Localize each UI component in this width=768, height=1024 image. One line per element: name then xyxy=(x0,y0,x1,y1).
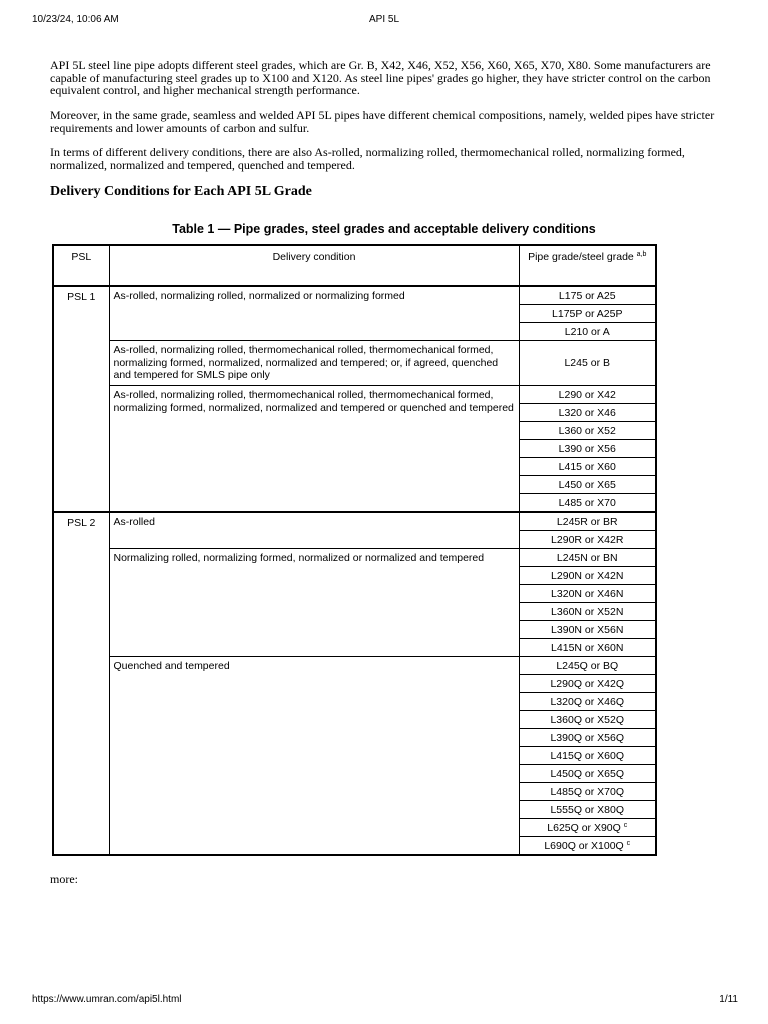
psl2-cell: PSL 2 xyxy=(53,512,109,855)
grade-cell: L390Q or X56Q xyxy=(519,729,656,747)
condition-cell: Quenched and tempered xyxy=(109,657,519,856)
grade-cell: L320 or X46 xyxy=(519,404,656,422)
more-label: more: xyxy=(50,872,78,886)
grade-cell: L175P or A25P xyxy=(519,305,656,323)
grade-cell: L485 or X70 xyxy=(519,494,656,513)
grade-cell: L245R or BR xyxy=(519,512,656,531)
section-title: Delivery Conditions for Each API 5L Grade xyxy=(50,184,312,199)
grade-cell: L175 or A25 xyxy=(519,286,656,305)
table-row xyxy=(53,386,656,404)
grade-cell: L415 or X60 xyxy=(519,458,656,476)
grade-cell: L245Q or BQ xyxy=(519,657,656,675)
grade-cell: L290Q or X42Q xyxy=(519,675,656,693)
grade-cell: L245N or BN xyxy=(519,549,656,567)
header-grade-label: Pipe grade/steel grade xyxy=(528,251,634,263)
table-row xyxy=(53,512,656,531)
grade-cell: L390 or X56 xyxy=(519,440,656,458)
header-psl: PSL xyxy=(53,245,109,286)
table-row xyxy=(53,341,656,386)
grade-label: L625Q or X90Q xyxy=(547,821,621,834)
grade-cell: L290 or X42 xyxy=(519,386,656,404)
print-title: API 5L xyxy=(368,14,400,25)
header-grade-note: a,b xyxy=(636,251,647,258)
grade-cell: L360Q or X52Q xyxy=(519,711,656,729)
grade-cell: L360N or X52N xyxy=(519,603,656,621)
grade-cell xyxy=(519,837,656,856)
header-condition: Delivery condition xyxy=(109,245,519,286)
grade-cell: L415Q or X60Q xyxy=(519,747,656,765)
condition-cell: As-rolled, normalizing rolled, thermomechanical rolled, thermomechanical formed, normalizing formed, normalized, normalized and tempered or quenched and tempered xyxy=(109,386,519,513)
footnote-c: c xyxy=(623,821,628,829)
grade-cell: L555Q or X80Q xyxy=(519,801,656,819)
grade-cell: L210 or A xyxy=(519,323,656,341)
print-datetime: 10/23/24, 10:06 AM xyxy=(32,14,119,25)
grade-cell: L415N or X60N xyxy=(519,639,656,657)
header-grade xyxy=(519,245,656,286)
grade-cell: L290R or X42R xyxy=(519,531,656,549)
footnote-c: c xyxy=(626,839,631,847)
condition-cell: As-rolled, normalizing rolled, thermomechanical rolled, thermomechanical formed, normalizing formed, normalized, normalized and tempered; or, if agreed, quenched and tempered for SMLS pipe only xyxy=(109,341,519,386)
grade-cell: L245 or B xyxy=(519,341,656,386)
grade-cell: L450Q or X65Q xyxy=(519,765,656,783)
table-caption: Table 1 — Pipe grades, steel grades and acceptable delivery conditions xyxy=(172,222,596,236)
intro-paragraph: API 5L steel line pipe adopts different steel grades, which are Gr. B, X42, X46, X52, X56, X60, X65, X70, X80. Some manufacturers are capable of manufacturing steel grades up to X100 and X120. As steel line pipes' grades go higher, they have stricter control on the carbon equivalent control, and higher mechanical strength performance. xyxy=(50,58,711,97)
table-row xyxy=(53,286,656,305)
psl1-cell: PSL 1 xyxy=(53,286,109,512)
grade-cell: L320N or X46N xyxy=(519,585,656,603)
condition-cell: As-rolled, normalizing rolled, normalized or normalizing formed xyxy=(109,286,519,341)
grade-cell: L320Q or X46Q xyxy=(519,693,656,711)
table-header-row xyxy=(53,245,656,286)
footer-page-number: 1/11 xyxy=(719,994,738,1005)
condition-cell: Normalizing rolled, normalizing formed, normalized or normalized and tempered xyxy=(109,549,519,657)
composition-paragraph: Moreover, in the same grade, seamless and welded API 5L pipes have different chemical compositions, namely, welded pipes have stricter requirements and lower amounts of carbon and sulfur. xyxy=(50,108,715,135)
grade-label: L690Q or X100Q xyxy=(544,839,624,852)
grade-cell: L290N or X42N xyxy=(519,567,656,585)
grade-cell: L485Q or X70Q xyxy=(519,783,656,801)
grade-cell: L360 or X52 xyxy=(519,422,656,440)
delivery-paragraph: In terms of different delivery conditions, there are also As-rolled, normalizing rolled, thermomechanical rolled, normalizing formed, normalized, normalized and tempered, quenched and tempered. xyxy=(50,145,685,172)
grade-cell: L390N or X56N xyxy=(519,621,656,639)
grade-cell xyxy=(519,819,656,837)
condition-cell: As-rolled xyxy=(109,512,519,549)
grade-cell: L450 or X65 xyxy=(519,476,656,494)
table-row xyxy=(53,657,656,675)
table-row xyxy=(53,549,656,567)
footer-url[interactable]: https://www.umran.com/api5l.html xyxy=(32,994,182,1005)
grades-table xyxy=(52,244,657,856)
